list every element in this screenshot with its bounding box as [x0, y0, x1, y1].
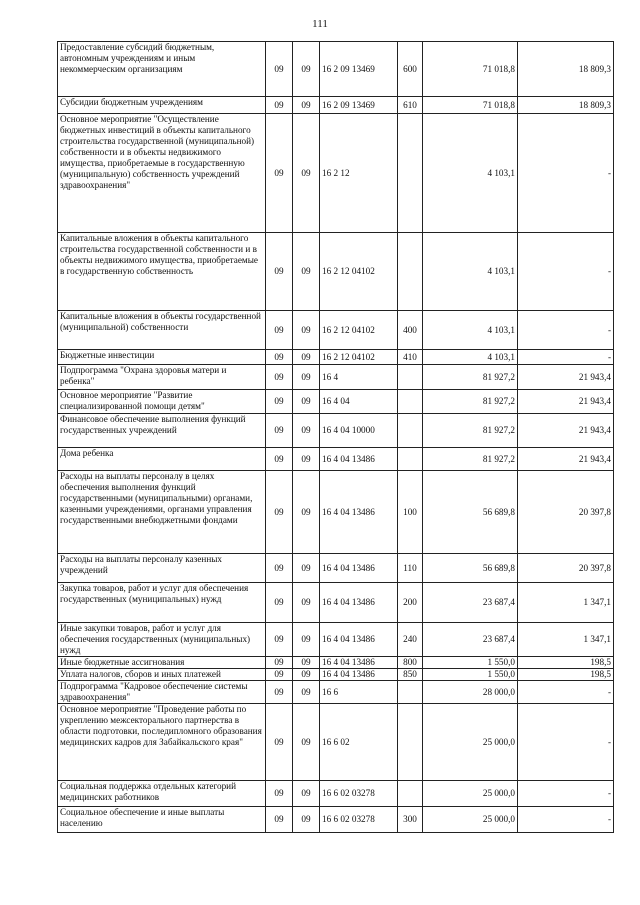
row-section: 09	[266, 657, 293, 669]
row-amount-2: -	[518, 311, 614, 350]
row-target-article: 16 6 02 03278	[320, 781, 398, 807]
table-row	[58, 681, 614, 704]
row-subsection: 09	[293, 414, 320, 448]
row-amount-1: 4 103,1	[423, 350, 518, 365]
row-subsection: 09	[293, 390, 320, 414]
row-subsection: 09	[293, 704, 320, 781]
row-subsection: 09	[293, 448, 320, 471]
row-amount-2: -	[518, 807, 614, 833]
row-amount-2: 1 347,1	[518, 583, 614, 623]
row-subsection: 09	[293, 365, 320, 390]
row-section: 09	[266, 414, 293, 448]
table-row	[58, 414, 614, 448]
row-amount-2: 198,5	[518, 657, 614, 669]
row-target-article: 16 2 12 04102	[320, 311, 398, 350]
row-section: 09	[266, 781, 293, 807]
row-subsection: 09	[293, 471, 320, 554]
row-amount-2: 21 943,4	[518, 365, 614, 390]
row-target-article: 16 4 04 13486	[320, 448, 398, 471]
row-subsection: 09	[293, 350, 320, 365]
row-section: 09	[266, 350, 293, 365]
row-target-article: 16 4 04 13486	[320, 583, 398, 623]
row-expense-type: 850	[398, 669, 423, 681]
row-target-article: 16 4 04 10000	[320, 414, 398, 448]
row-amount-2: 20 397,8	[518, 471, 614, 554]
row-amount-1: 4 103,1	[423, 233, 518, 311]
row-subsection: 09	[293, 583, 320, 623]
row-amount-1: 1 550,0	[423, 669, 518, 681]
row-expense-type: 300	[398, 807, 423, 833]
row-section: 09	[266, 97, 293, 114]
row-subsection: 09	[293, 681, 320, 704]
row-section: 09	[266, 311, 293, 350]
row-name: Субсидии бюджетным учреждениям	[58, 97, 266, 114]
row-expense-type	[398, 414, 423, 448]
row-subsection: 09	[293, 554, 320, 583]
row-name: Основное мероприятие "Развитие специализированной помощи детям"	[58, 390, 266, 414]
table-row	[58, 311, 614, 350]
table-row	[58, 471, 614, 554]
table-row	[58, 448, 614, 471]
table-row	[58, 583, 614, 623]
row-name: Основное мероприятие "Проведение работы по укреплению межсекторального партнерства в области подготовки, последипломного образования медицинских кадров для Забайкальского края"	[58, 704, 266, 781]
row-name: Бюджетные инвестиции	[58, 350, 266, 365]
row-amount-2: -	[518, 781, 614, 807]
table-row	[58, 781, 614, 807]
row-amount-2: 20 397,8	[518, 554, 614, 583]
row-subsection: 09	[293, 42, 320, 97]
row-expense-type: 610	[398, 97, 423, 114]
row-expense-type	[398, 114, 423, 233]
row-subsection: 09	[293, 781, 320, 807]
row-expense-type: 240	[398, 623, 423, 657]
row-subsection: 09	[293, 807, 320, 833]
table-row	[58, 390, 614, 414]
row-amount-1: 4 103,1	[423, 114, 518, 233]
table-row	[58, 350, 614, 365]
row-expense-type: 600	[398, 42, 423, 97]
row-name: Дома ребенка	[58, 448, 266, 471]
row-section: 09	[266, 554, 293, 583]
row-name: Уплата налогов, сборов и иных платежей	[58, 669, 266, 681]
row-amount-1: 81 927,2	[423, 390, 518, 414]
row-expense-type: 410	[398, 350, 423, 365]
table-row	[58, 365, 614, 390]
row-amount-1: 1 550,0	[423, 657, 518, 669]
row-subsection: 09	[293, 97, 320, 114]
row-expense-type	[398, 781, 423, 807]
table-row	[58, 704, 614, 781]
table-row	[58, 623, 614, 657]
row-section: 09	[266, 681, 293, 704]
row-name: Расходы на выплаты персоналу казенных учреждений	[58, 554, 266, 583]
row-name: Закупка товаров, работ и услуг для обеспечения государственных (муниципальных) нужд	[58, 583, 266, 623]
row-name: Подпрограмма "Кадровое обеспечение системы здравоохранения"	[58, 681, 266, 704]
row-expense-type: 110	[398, 554, 423, 583]
row-amount-2: 21 943,4	[518, 414, 614, 448]
row-expense-type	[398, 390, 423, 414]
row-amount-1: 23 687,4	[423, 583, 518, 623]
row-amount-2: 21 943,4	[518, 390, 614, 414]
row-section: 09	[266, 448, 293, 471]
row-name: Иные закупки товаров, работ и услуг для обеспечения государственных (муниципальных) нужд	[58, 623, 266, 657]
row-section: 09	[266, 623, 293, 657]
row-name: Предоставление субсидий бюджетным, автономным учреждениям и иным некоммерческим организациям	[58, 42, 266, 97]
row-amount-2: 1 347,1	[518, 623, 614, 657]
row-subsection: 09	[293, 114, 320, 233]
row-amount-1: 71 018,8	[423, 97, 518, 114]
row-target-article: 16 2 12 04102	[320, 233, 398, 311]
row-name: Социальная поддержка отдельных категорий медицинских работников	[58, 781, 266, 807]
row-amount-1: 25 000,0	[423, 704, 518, 781]
row-name: Основное мероприятие "Осуществление бюджетных инвестиций в объекты капитального строительства государственной (муниципальной) собственности и в объекты недвижимого имущества, приобретаемые в государственную (муниципальную) собственность учреждений здравоохранения"	[58, 114, 266, 233]
row-target-article: 16 4 04 13486	[320, 669, 398, 681]
row-amount-1: 71 018,8	[423, 42, 518, 97]
row-target-article: 16 6 02 03278	[320, 807, 398, 833]
row-target-article: 16 4 04	[320, 390, 398, 414]
row-amount-1: 25 000,0	[423, 807, 518, 833]
row-amount-1: 4 103,1	[423, 311, 518, 350]
row-amount-1: 25 000,0	[423, 781, 518, 807]
row-amount-1: 56 689,8	[423, 471, 518, 554]
row-section: 09	[266, 390, 293, 414]
row-target-article: 16 4 04 13486	[320, 623, 398, 657]
page-number: 111	[312, 18, 328, 30]
row-name: Расходы на выплаты персоналу в целях обеспечения выполнения функций государственными (муниципальными) органами, казенными учреждениями, органами управления государственными внебюджетными фондами	[58, 471, 266, 554]
row-amount-2: -	[518, 114, 614, 233]
row-target-article: 16 4 04 13486	[320, 471, 398, 554]
row-amount-2: -	[518, 704, 614, 781]
row-name: Финансовое обеспечение выполнения функций государственных учреждений	[58, 414, 266, 448]
row-expense-type	[398, 365, 423, 390]
row-name: Социальное обеспечение и иные выплаты населению	[58, 807, 266, 833]
row-target-article: 16 4 04 13486	[320, 657, 398, 669]
row-target-article: 16 6	[320, 681, 398, 704]
row-expense-type	[398, 681, 423, 704]
row-target-article: 16 4 04 13486	[320, 554, 398, 583]
row-expense-type: 100	[398, 471, 423, 554]
row-amount-2: -	[518, 681, 614, 704]
row-section: 09	[266, 471, 293, 554]
table-row	[58, 97, 614, 114]
row-name: Капитальные вложения в объекты государственной (муниципальной) собственности	[58, 311, 266, 350]
row-name: Подпрограмма "Охрана здоровья матери и ребенка"	[58, 365, 266, 390]
row-subsection: 09	[293, 623, 320, 657]
table-row	[58, 669, 614, 681]
row-section: 09	[266, 233, 293, 311]
table-row	[58, 42, 614, 97]
row-amount-1: 28 000,0	[423, 681, 518, 704]
row-section: 09	[266, 704, 293, 781]
table-row	[58, 233, 614, 311]
row-expense-type: 200	[398, 583, 423, 623]
row-section: 09	[266, 669, 293, 681]
row-name: Иные бюджетные ассигнования	[58, 657, 266, 669]
row-amount-1: 56 689,8	[423, 554, 518, 583]
row-section: 09	[266, 42, 293, 97]
table-row	[58, 807, 614, 833]
row-expense-type: 800	[398, 657, 423, 669]
row-amount-1: 81 927,2	[423, 414, 518, 448]
row-expense-type: 400	[398, 311, 423, 350]
row-target-article: 16 2 12 04102	[320, 350, 398, 365]
row-subsection: 09	[293, 233, 320, 311]
row-subsection: 09	[293, 669, 320, 681]
row-target-article: 16 2 09 13469	[320, 42, 398, 97]
row-expense-type	[398, 448, 423, 471]
row-section: 09	[266, 365, 293, 390]
row-section: 09	[266, 807, 293, 833]
row-target-article: 16 2 09 13469	[320, 97, 398, 114]
row-amount-2: 198,5	[518, 669, 614, 681]
row-amount-2: 18 809,3	[518, 97, 614, 114]
row-section: 09	[266, 583, 293, 623]
row-target-article: 16 2 12	[320, 114, 398, 233]
row-target-article: 16 4	[320, 365, 398, 390]
row-amount-1: 23 687,4	[423, 623, 518, 657]
table-row	[58, 657, 614, 669]
row-amount-2: -	[518, 350, 614, 365]
row-expense-type	[398, 704, 423, 781]
row-amount-1: 81 927,2	[423, 448, 518, 471]
row-section: 09	[266, 114, 293, 233]
row-amount-1: 81 927,2	[423, 365, 518, 390]
row-expense-type	[398, 233, 423, 311]
row-target-article: 16 6 02	[320, 704, 398, 781]
budget-table	[57, 41, 614, 833]
row-subsection: 09	[293, 311, 320, 350]
row-amount-2: 18 809,3	[518, 42, 614, 97]
row-subsection: 09	[293, 657, 320, 669]
row-name: Капитальные вложения в объекты капитального строительства государственной собственности и в объекты недвижимого имущества, приобретаемые в государственную собственность	[58, 233, 266, 311]
table-row	[58, 554, 614, 583]
table-row	[58, 114, 614, 233]
row-amount-2: 21 943,4	[518, 448, 614, 471]
row-amount-2: -	[518, 233, 614, 311]
